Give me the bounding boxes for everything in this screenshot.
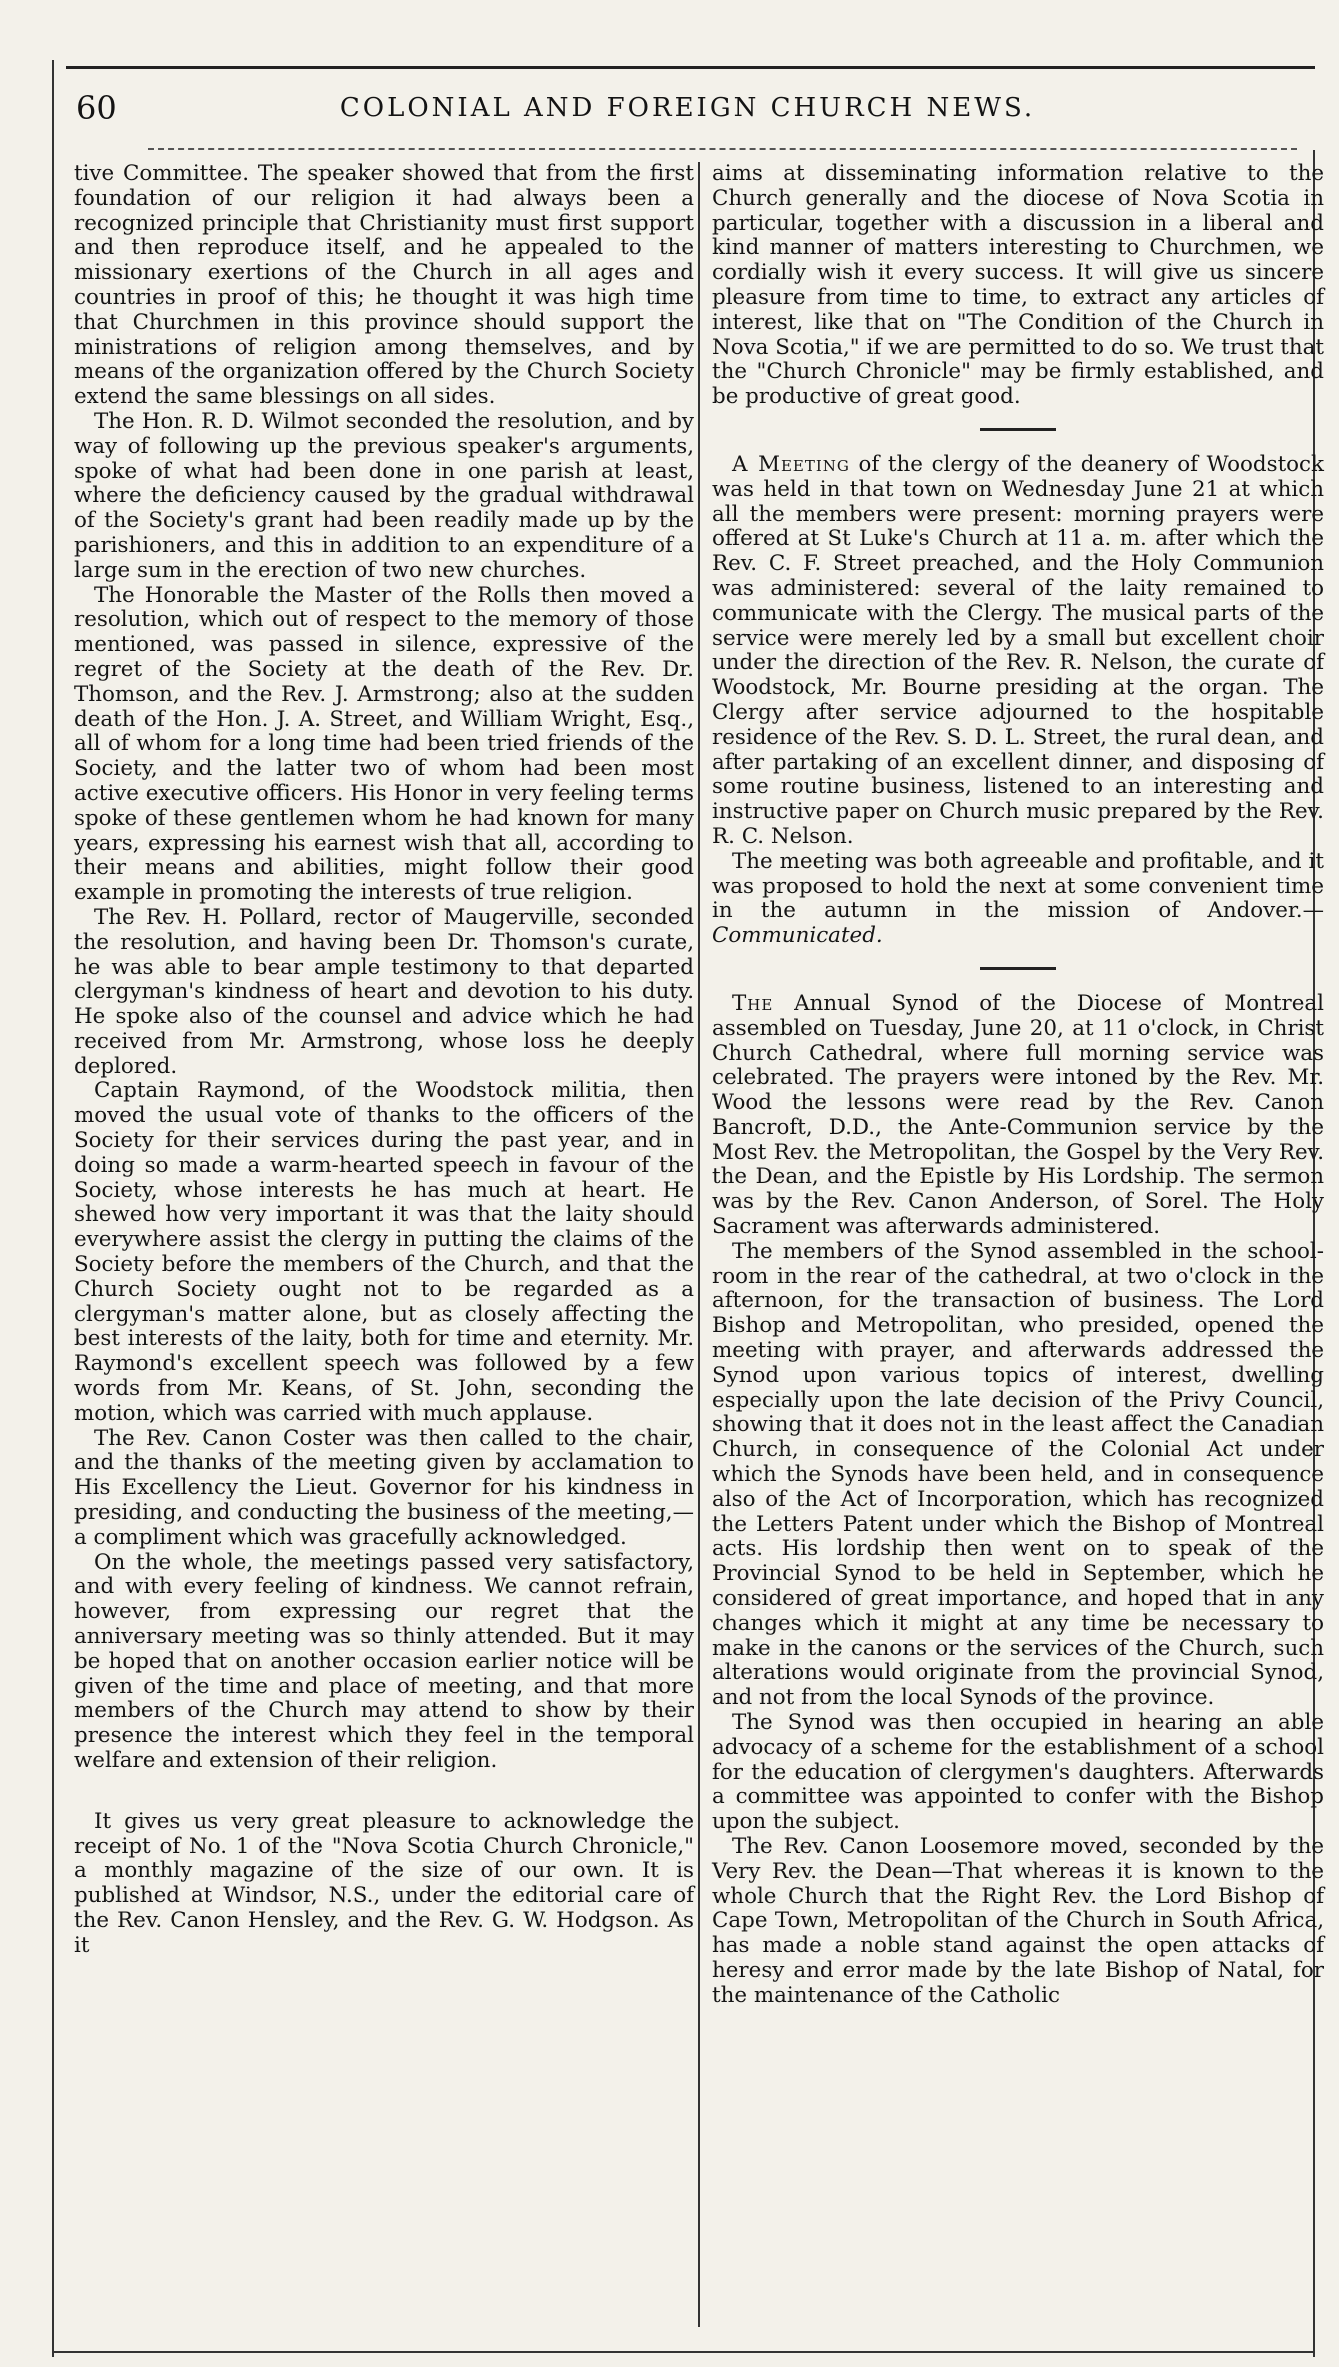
left-column: [74, 162, 694, 1959]
page-header: [76, 84, 1299, 132]
right-column: [712, 162, 1324, 2009]
running-title: COLONIAL AND FOREIGN CHURCH NEWS.: [339, 93, 1036, 123]
paragraph: The Honorable the Master of the Rolls then moved a resolution, which out of respect to the memory of those mentioned, was passed in silence, expressive of the regret of the Society at the death of the Rev. Dr. Thomson, and the Rev. J. Armstrong; also at the sudden death of the Hon. J. A. Street, and William Wright, Esq., all of whom for a long time had been tried friends of the Society, and the latter two of whom had been most active executive officers. His Honor in very feeling terms spoke of these gentlemen whom he had known for many years, expressing his earnest wish that all, according to their means and abilities, might follow their good example in promoting the interests of true religion.: [74, 582, 694, 906]
paragraph: [712, 992, 1324, 1240]
paragraph: The Rev. H. Pollard, rector of Maugerville, seconded the resolution, and having been Dr. Thomson's curate, he was able to bear ample testimony to that departed clergyman's kindness of heart and devotion to his duty. He spoke also of the counsel and advice which he had received from Mr. Armstrong, whose loss he deeply deplored.: [74, 904, 694, 1079]
header-divider: [148, 148, 1297, 150]
top-border-rule: [66, 66, 1315, 69]
paragraph-text: Annual Synod of the Diocese of Montreal assembled on Tuesday, June 20, at 11 o'clock, in Christ Church Cathedral, where full morning service was celebrated. The prayers were intoned by the Rev. Mr. Wood the lessons were read by the Rev. Canon Bancroft, D.D., the Ante-Communion service by the Most Rev. the Metropolitan, the Gospel by the Very Rev. the Dean, and the Epistle by His Lordship. The sermon was by the Rev. Canon Anderson, of Sorel. The Holy Sacrament was afterwards administered.: [712, 990, 1324, 1240]
paragraph: The Rev. Canon Coster was then called to the chair, and the thanks of the meeting given by acclamation to His Excellency the Lieut. Governor for his kindness in presiding, and conducting the business of the meeting,—a compliment which was gracefully acknowledged.: [74, 1425, 694, 1550]
paragraph: The Synod was then occupied in hearing an able advocacy of a scheme for the establishment of a school for the education of clergymen's daughters. Afterwards a committee was appointed to confer with the Bishop upon the subject.: [712, 1710, 1324, 1835]
paragraph: The Rev. Canon Loosemore moved, seconded by the Very Rev. the Dean—That whereas it is known to the whole Church that the Right Rev. the Lord Bishop of Cape Town, Metropolitan of the Church in South Africa, has made a noble stand against the open attacks of heresy and error made by the late Bishop of Natal, for the maintenance of the Catholic: [712, 1834, 1324, 2008]
section-separator: [980, 428, 1056, 431]
lead-in: A Meeting: [732, 451, 850, 477]
bottom-border-rule: [52, 2351, 1315, 2353]
section-gap: [74, 1774, 694, 1810]
paragraph-text: The meeting was both agreeable and profitable, and it was proposed to hold the next at some convenient time in the autumn in the mission of Andover.—: [712, 848, 1324, 924]
section-separator: [980, 967, 1056, 970]
paragraph: On the whole, the meetings passed very satisfactory, and with every feeling of kindness. We cannot refrain, however, from expressing our regret that the anniversary meeting was so thinly attended. But it may be hoped that on another occasion earlier notice will be given of the time and place of meeting, and that more members of the Church may attend to show by their presence the interest which they feel in the temporal welfare and extension of their religion.: [74, 1549, 694, 1773]
signature: Communicated.: [712, 923, 883, 949]
paragraph: Captain Raymond, of the Woodstock militia, then moved the usual vote of thanks to the officers of the Society for their services during the past year, and in doing so made a warm-hearted speech in favour of the Society, whose interests he has much at heart. He shewed how very important it was that the laity should everywhere assist the clergy in putting the claims of the Society before the members of the Church, and that the Church Society ought not to be regarded as a clergyman's matter alone, but as closely affecting the best interests of the laity, both for time and eternity. Mr. Raymond's excellent speech was followed by a few words from Mr. Keans, of St. John, seconding the motion, which was carried with much applause.: [74, 1078, 694, 1426]
page-number: 60: [76, 89, 117, 127]
paragraph: The Hon. R. D. Wilmot seconded the resolution, and by way of following up the previous speaker's arguments, spoke of what had been done in one parish at least, where the deficiency caused by the gradual withdrawal of the Society's grant had been readily made up by the parishioners, and this in addition to an expenditure of a large sum in the erection of two new churches.: [74, 408, 694, 583]
paragraph: The members of the Synod assembled in the school-room in the rear of the cathedral, at two o'clock in the afternoon, for the transaction of business. The Lord Bishop and Metropolitan, who presided, opened the meeting with prayer, and afterwards addressed the Synod upon various topics of interest, dwelling especially upon the late decision of the Privy Council, showing that it does not in the least affect the Canadian Church, in consequence of the Colonial Act under which the Synods have been held, and in consequence also of the Act of Incorporation, which has recognized the Letters Patent under which the Bishop of Montreal acts. His lordship then went on to speak of the Provincial Synod to be held in September, which he considered of great importance, and hoped that in any changes which it might at any time be necessary to make in the canons or the services of the Church, such alterations would originate from the provincial Synod, and not from the local Synods of the province.: [712, 1238, 1324, 1711]
paragraph: [712, 850, 1324, 949]
paragraph: [712, 453, 1324, 850]
paragraph: tive Committee. The speaker showed that from the first foundation of our religion it had always been a recognized principle that Christianity must first support and then reproduce itself, and he appealed to the missionary exertions of the Church in all ages and countries in proof of this; he thought it was high time that Churchmen in this province should support the ministrations of religion among themselves, and by means of the organization offered by the Church Society extend the same blessings on all sides.: [74, 161, 694, 410]
paragraph: aims at disseminating information relative to the Church generally and the diocese of Nova Scotia in particular, together with a discussion in a liberal and kind manner of matters interesting to Churchmen, we cordially wish it every success. It will give us sincere pleasure from time to time, to extract any articles of interest, like that on "The Condition of the Church in Nova Scotia," if we are permitted to do so. We trust that the "Church Chronicle" may be firmly established, and be productive of great good.: [712, 161, 1324, 410]
lead-in: The: [732, 990, 774, 1016]
paragraph: It gives us very great pleasure to acknowledge the receipt of No. 1 of the "Nova Scotia Church Chronicle," a monthly magazine of the size of our own. It is published at Windsor, N.S., under the editorial care of the Rev. Canon Hensley, and the Rev. G. W. Hodgson. As it: [74, 1808, 694, 1958]
column-divider: [698, 162, 700, 2327]
paragraph-text: of the clergy of the deanery of Woodstock was held in that town on Wednesday June 21 at which all the members were present: morning prayers were offered at St Luke's Church at 11 a. m. after which the Rev. C. F. Street preached, and the Holy Communion was administered: several of the laity remained to communicate with the Clergy. The musical parts of the service were merely led by a small but excellent choir under the direction of the Rev. R. Nelson, the curate of Woodstock, Mr. Bourne presiding at the organ. The Clergy after service adjourned to the hospitable residence of the Rev. S. D. L. Street, the rural dean, and after partaking of an excellent dinner, and disposing of some routine business, listened to an interesting and instructive paper on Church music prepared by the Rev. R. C. Nelson.: [712, 451, 1324, 849]
left-border-rule: [52, 60, 54, 2357]
